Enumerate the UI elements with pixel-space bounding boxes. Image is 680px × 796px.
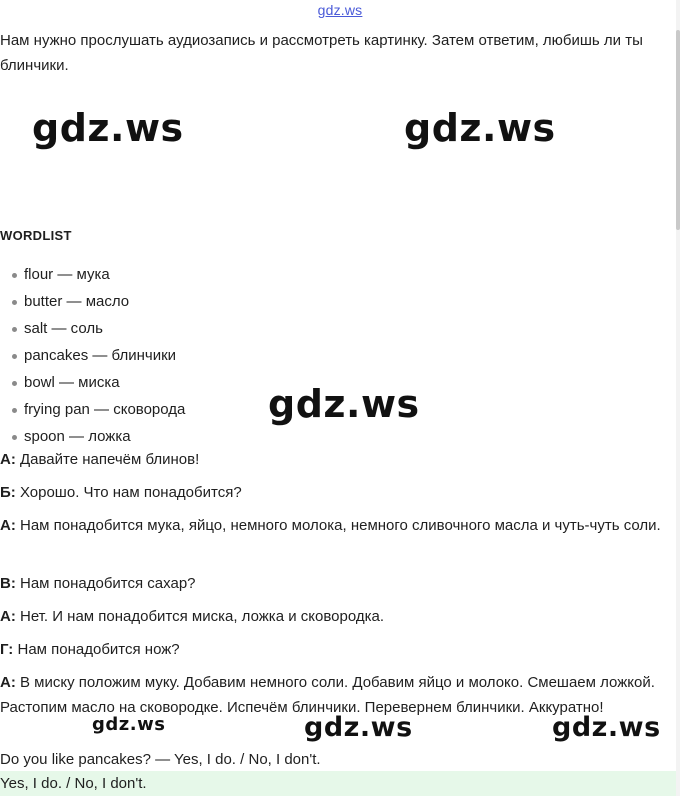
dialog-text: Нам понадобится нож? [13,641,180,658]
list-item: bowl — миска [0,369,185,396]
list-item: butter — масло [0,288,185,315]
dialog-text: В миску положим муку. Добавим немного соли. Добавим яйцо и молоко. Смешаем ложкой. Растопим масло на сковородке. Испечём блинчики. Перевернем блинчики. Аккуратно! [0,674,655,716]
list-item: flour — мука [0,261,185,288]
dialog-line [0,480,676,505]
list-item: salt — соль [0,315,185,342]
dialog-line [0,604,676,629]
site-link[interactable]: gdz.ws [317,2,363,18]
watermark: gdz.ws [404,106,556,150]
dialog-line [0,571,676,596]
list-item: frying pan — сковорода [0,396,185,423]
speaker-label: Г: [0,641,14,658]
word-list [0,261,185,450]
watermark: gdz.ws [32,106,184,150]
dialog-line [0,447,676,472]
speaker-label: А: [0,608,16,625]
list-item: spoon — ложка [0,423,185,450]
question-line: Do you like pancakes? — Yes, I do. / No, I don't. [0,751,321,768]
watermark: gdz.ws [304,712,413,743]
watermark: gdz.ws [268,382,420,426]
watermark: gdz.ws [552,712,661,743]
dialog-text: Нет. И нам понадобится миска, ложка и сковородка. [15,608,384,625]
dialog-text: Нам понадобится мука, яйцо, немного молока, немного сливочного масла и чуть-чуть соли. [15,517,661,534]
dialog-line [0,637,676,662]
list-item: pancakes — блинчики [0,342,185,369]
watermark: gdz.ws [92,714,166,735]
speaker-label: А: [0,517,16,534]
dialog-text: Давайте напечём блинов! [15,451,200,468]
scrollbar[interactable] [676,0,680,796]
scrollbar-thumb[interactable] [676,30,680,230]
intro-text: Нам нужно прослушать аудиозапись и рассмотреть картинку. Затем ответим, любишь ли ты блинчики. [0,32,643,74]
dialog-line [0,513,676,538]
wordlist-title: WORDLIST [0,228,72,243]
speaker-label: В: [0,575,16,592]
dialog-text: Хорошо. Что нам понадобится? [15,484,242,501]
answer-highlight: Yes, I do. / No, I don't. [0,771,680,796]
speaker-label: А: [0,674,16,691]
dialog-text: Нам понадобится сахар? [15,575,196,592]
speaker-label: А: [0,451,16,468]
speaker-label: Б: [0,484,16,501]
